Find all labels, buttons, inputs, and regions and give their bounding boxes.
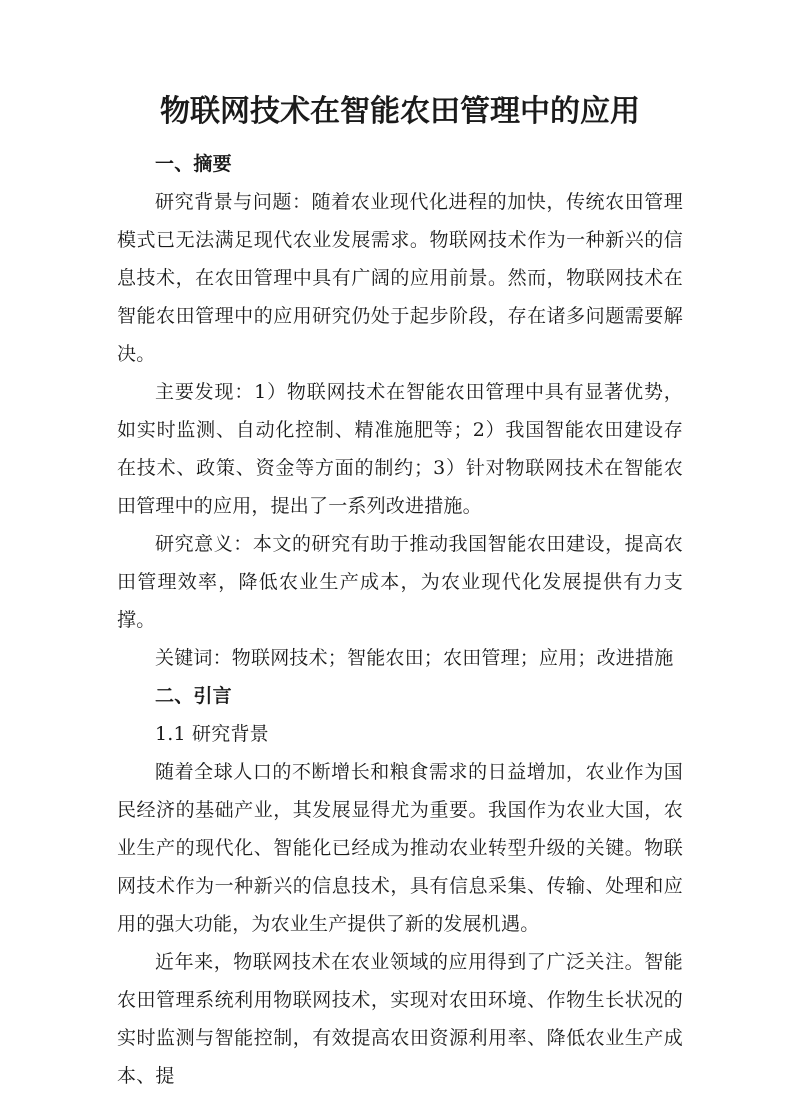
section-heading-introduction: 二、引言 (155, 685, 232, 707)
document-title: 物联网技术在智能农田管理中的应用 (160, 94, 640, 129)
abstract-paragraph-significance: 研究意义：本文的研究有助于推动我国智能农田建设，提高农田管理效率，降低农业生产成本，为农业现代化发展提供有力支撑。 (117, 533, 683, 631)
document-body (117, 145, 683, 1095)
abstract-paragraph-findings: 主要发现：1）物联网技术在智能农田管理中具有显著优势，如实时监测、自动化控制、精准施肥等；2）我国智能农田建设存在技术、政策、资金等方面的制约；3）针对物联网技术在智能农田管理中的应用，提出了一系列改进措施。 (117, 381, 683, 517)
intro-paragraph-1: 随着全球人口的不断增长和粮食需求的日益增加，农业作为国民经济的基础产业，其发展显得尤为重要。我国作为农业大国，农业生产的现代化、智能化已经成为推动农业转型升级的关键。物联网技术作为一种新兴的信息技术，具有信息采集、传输、处理和应用的强大功能，为农业生产提供了新的发展机遇。 (117, 761, 683, 935)
intro-paragraph-2: 近年来，物联网技术在农业领域的应用得到了广泛关注。智能农田管理系统利用物联网技术，实现对农田环境、作物生长状况的实时监测与智能控制，有效提高农田资源利用率、降低农业生产成本、提 (117, 951, 683, 1087)
subsection-heading-background: 1.1 研究背景 (155, 723, 269, 745)
keywords-line: 关键词：物联网技术；智能农田；农田管理；应用；改进措施 (155, 647, 674, 669)
abstract-paragraph-background: 研究背景与问题：随着农业现代化进程的加快，传统农田管理模式已无法满足现代农业发展需求。物联网技术作为一种新兴的信息技术，在农田管理中具有广阔的应用前景。然而，物联网技术在智能农田管理中的应用研究仍处于起步阶段，存在诸多问题需要解决。 (117, 191, 683, 365)
section-heading-abstract: 一、摘要 (155, 153, 232, 175)
